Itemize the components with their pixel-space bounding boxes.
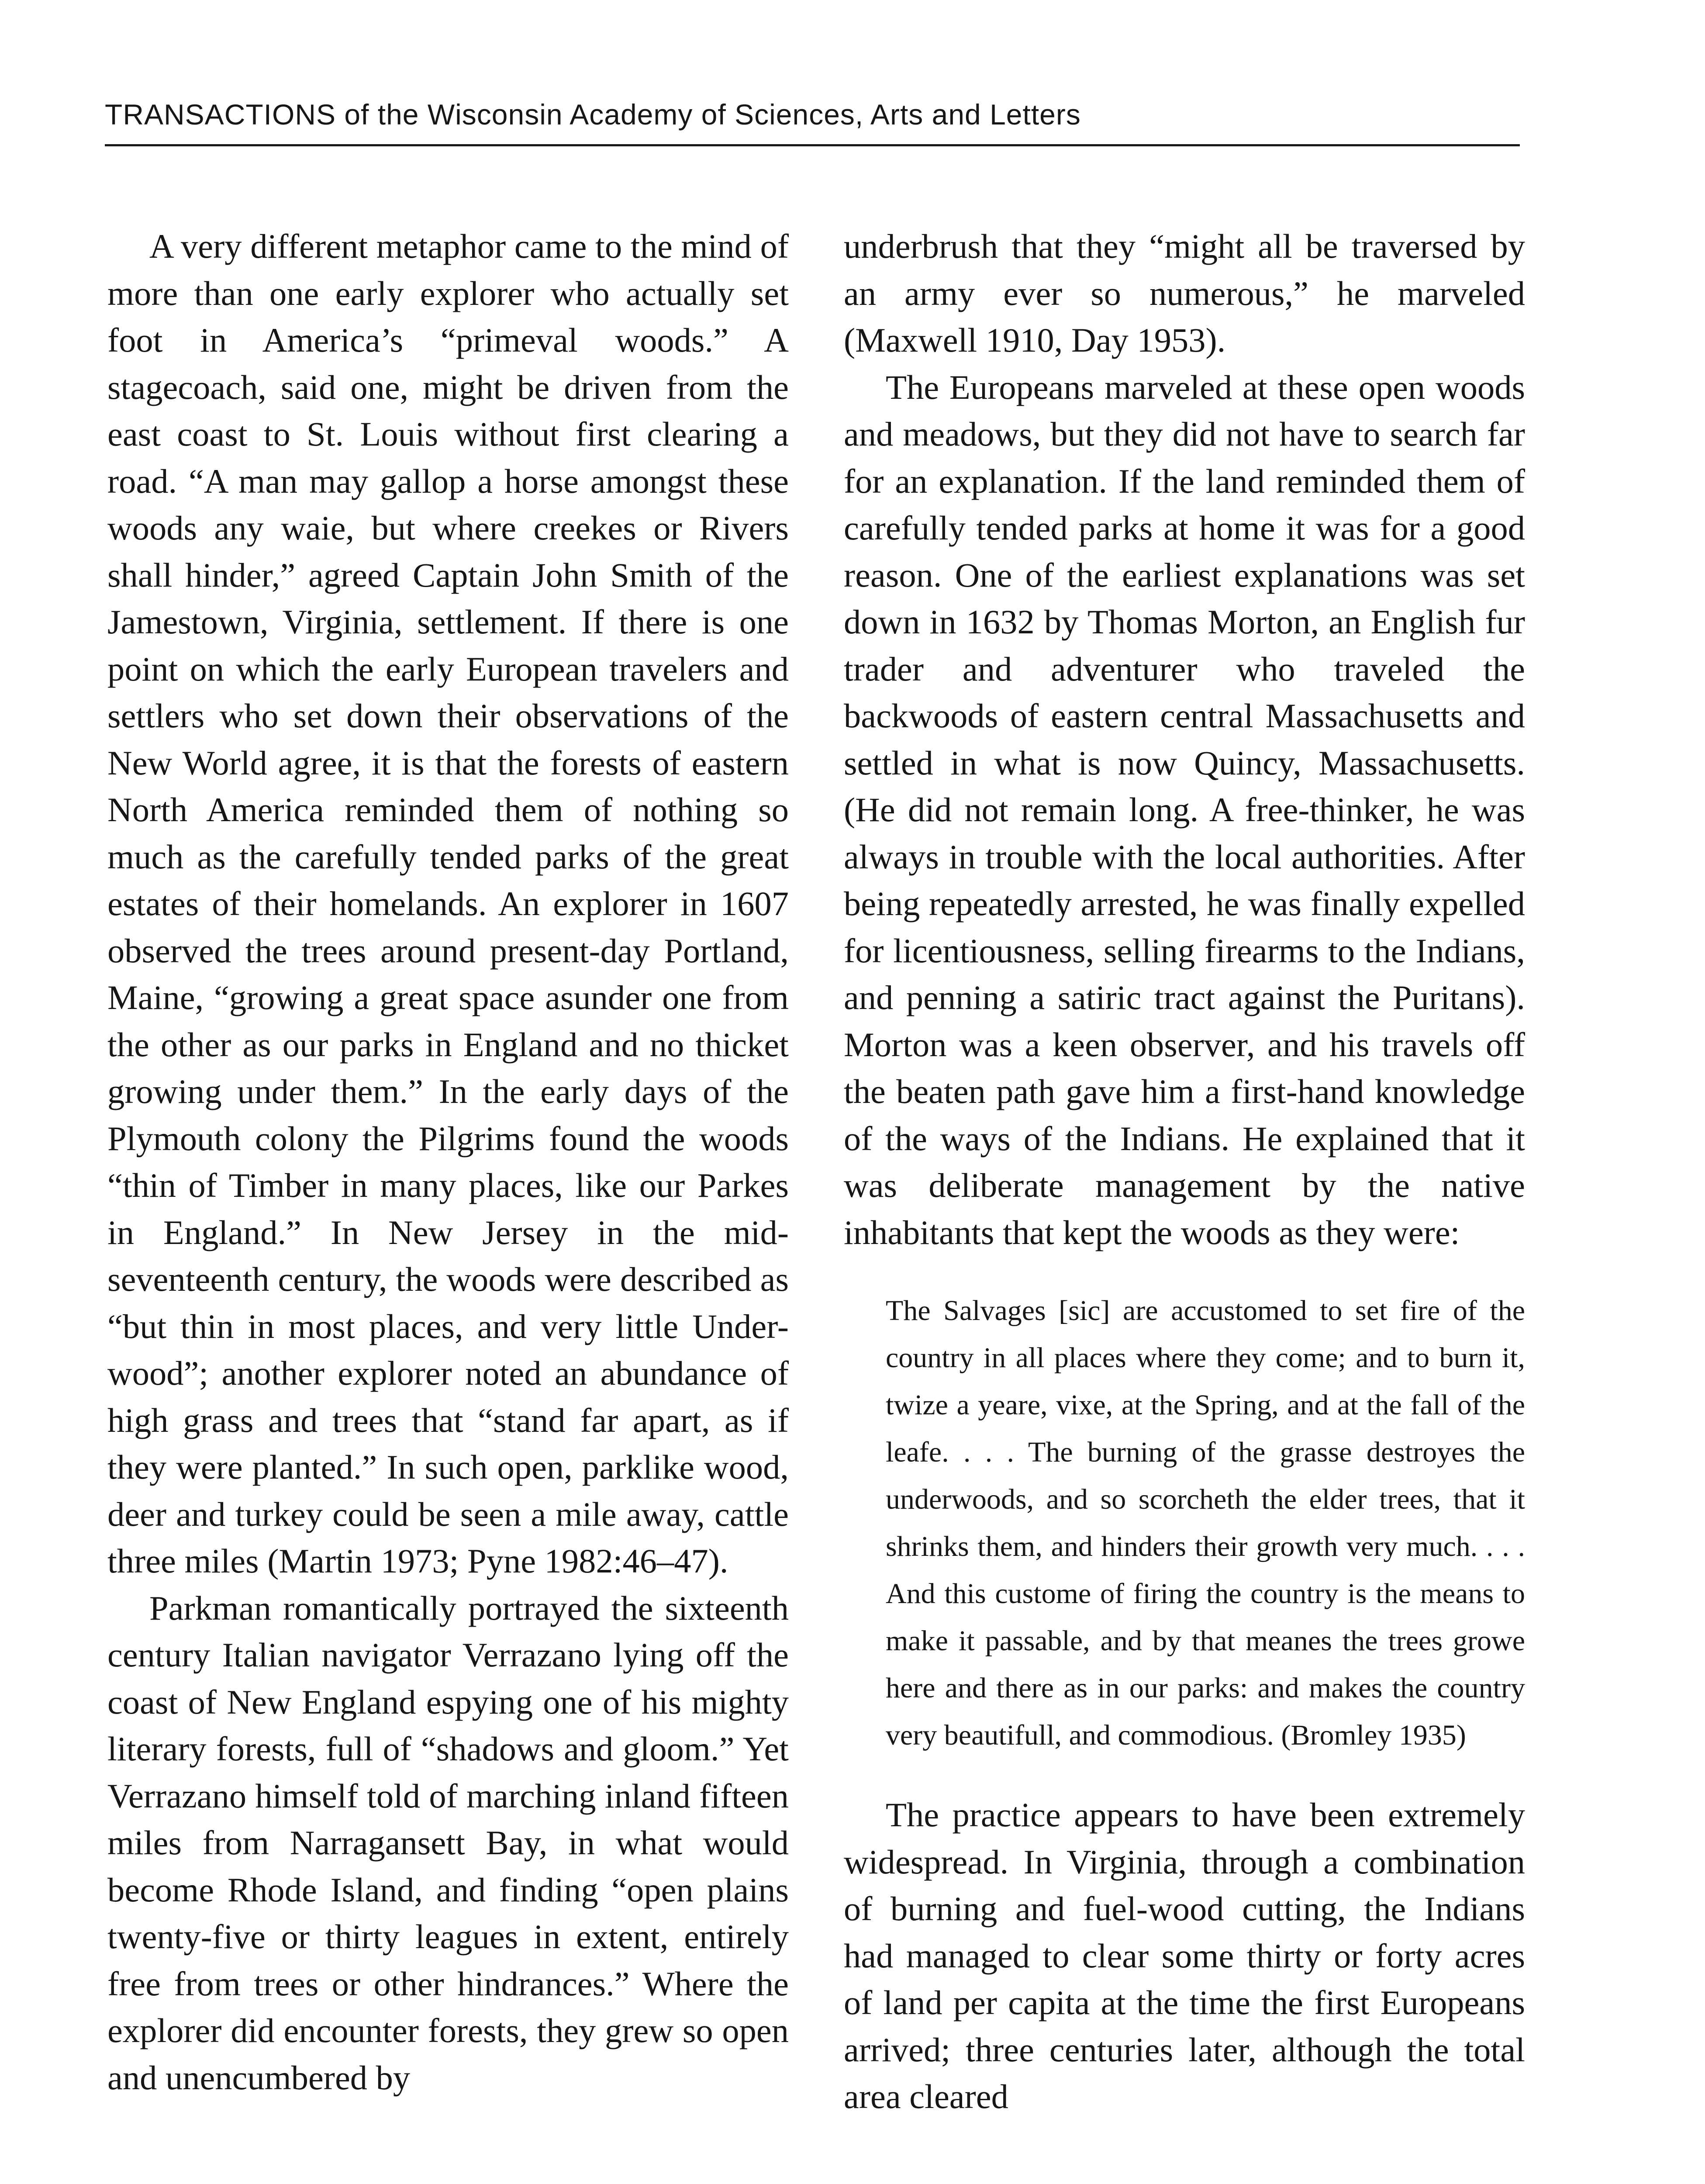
continued-paragraph: underbrush that they “might all be traversed by an army ever so numerous,” he marveled (Maxwell 1910, Day 1953). [844, 227, 1525, 359]
body-paragraph: The practice appears to have been extremely widespread. In Virginia, through a combination of burning and fuel-wood cutting, the Indians had managed to clear some thirty or forty acres of land per capita at the time the first Europeans arrived; three centuries later, although the total area cleared [844, 1796, 1525, 2115]
right-column [844, 223, 1525, 2120]
body-paragraph: Parkman romantically portrayed the sixteenth century Italian navigator Verrazano lying off the coast of New England espying one of his mighty literary forests, full of “shadows and gloom.” Yet Verrazano himself told of marching inland fifteen miles from Narragansett Bay, in what would become Rhode Island, and finding “open plains twenty-five or thirty leagues in extent, entirely free from trees or other hindrances.” Where the explorer did encounter forests, they grew so open and unencumbered by [107, 1589, 789, 2097]
left-column [107, 223, 789, 2101]
body-paragraph: A very different metaphor came to the mind of more than one early explorer who actually set foot in America’s “primeval woods.” A stagecoach, said one, might be driven from the east coast to St. Louis without first clearing a road. “A man may gallop a horse amongst these woods any waie, but where creekes or Rivers shall hinder,” agreed Captain John Smith of the Jamestown, Virginia, settlement. If there is one point on which the early European travelers and settlers who set down their observations of the New World agree, it is that the forests of eastern North America reminded them of nothing so much as the carefully tended parks of the great estates of their homelands. An explorer in 1607 observed the trees around present-day Portland, Maine, “growing a great space asunder one from the other as our parks in England and no thicket growing under them.” In the early days of the Plymouth colony the Pilgrims found the woods “thin of Timber in many places, like our Parkes in England.” In New Jersey in the mid-seventeenth century, the woods were described as “but thin in most places, and very little Under-wood”; another explorer noted an abundance of high grass and trees that “stand far apart, as if they were planted.” In such open, parklike wood, deer and turkey could be seen a mile away, cattle three miles (Martin 1973; Pyne 1982:46–47). [107, 227, 789, 1580]
header-rule [105, 144, 1520, 146]
body-paragraph: The Europeans marveled at these open woods and meadows, but they did not have to search far for an explanation. If the land reminded them of carefully tended parks at home it was for a good reason. One of the earliest explanations was set down in 1632 by Thomas Morton, an English fur trader and adventurer who traveled the backwoods of eastern central Massachusetts and settled in what is now Quincy, Massachusetts. (He did not remain long. A free-thinker, he was always in trouble with the local authorities. After being repeatedly arrested, he was finally expelled for licentiousness, selling firearms to the Indians, and penning a satiric tract against the Puritans). Morton was a keen observer, and his travels off the beaten path gave him a first-hand knowledge of the ways of the Indians. He explained that it was deliberate management by the native inhabitants that kept the woods as they were: [844, 368, 1525, 1251]
running-head: TRANSACTIONS of the Wisconsin Academy of Sciences, Arts and Letters [105, 98, 1081, 131]
block-quote: The Salvages [sic] are accustomed to set fire of the country in all places where they come; and to burn it, twize a yeare, vixe, at the Spring, and at the fall of the leafe. . . . The burning of the grasse destroyes the underwoods, and so scorcheth the elder trees, that it shrinks them, and hinders their growth very much. . . . And this custome of firing the country is the means to make it passable, and by that meanes the trees growe here and there as in our parks: and makes the country very beautifull, and commodious. (Bromley 1935) [886, 1295, 1525, 1751]
